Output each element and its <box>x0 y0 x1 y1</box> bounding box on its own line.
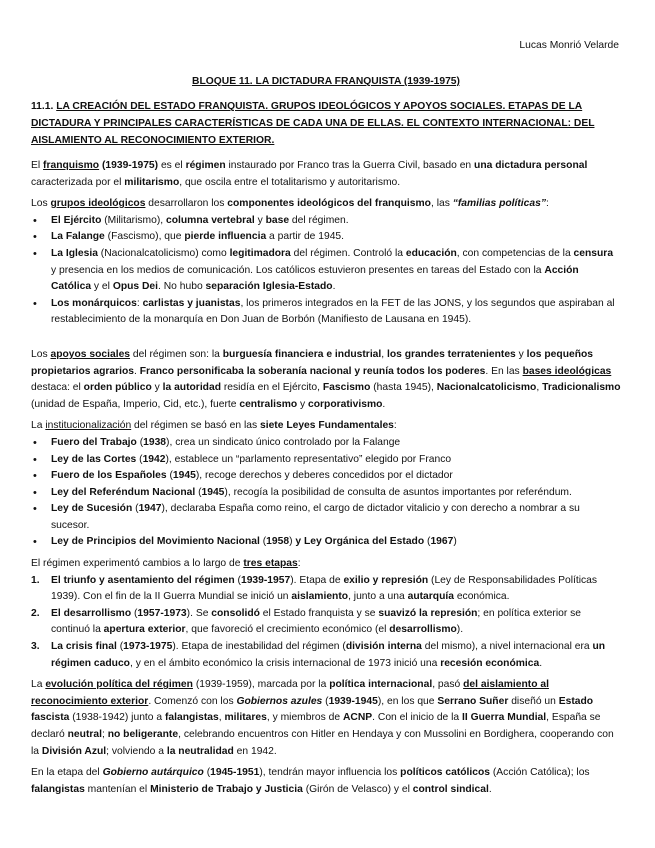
list-item: • La Iglesia (Nacionalcatolicismo) como legitimadora del régimen. Controló la educación, con competencias de la censura y presencia en los medios de comunicación. Los católicos estuvieron presentes en tareas del Estado con la Acción Católica y el Opus Dei. No hubo separación Iglesia-Estado. <box>51 246 621 296</box>
paragraph-apoyos-sociales: Los apoyos sociales del régimen son: la burguesía financiera e industrial, los grandes terratenientes y los pequeños propietarios agrarios. Franco personificaba la soberanía nacional y reunía todos los poderes. En las bases ideológicas destaca: el orden público y la autoridad residía en el Ejército, Fascismo (hasta 1945), Nacionalcatolicismo, Tradicionalismo (unidad de España, Imperio, Cid, etc.), fuerte centralismo y corporativismo. <box>31 348 621 410</box>
paragraph-etapas: El régimen experimentó cambios a lo largo de tres etapas: <box>31 558 301 570</box>
list-item: 1. El triunfo y asentamiento del régimen (1939-1957). Etapa de exilio y represión (Ley de Responsabilidades Políticas 1939). Con el fin de la II Guerra Mundial se inició un aislamiento, junto a una autarquía económica. <box>31 574 598 603</box>
list-item: • Fuero del Trabajo (1938), crea un sindicato único controlado por la Falange <box>51 435 621 452</box>
leyes-fundamentales-list <box>31 435 621 551</box>
list-item: • La Falange (Fascismo), que pierde influencia a partir de 1945. <box>51 229 621 246</box>
paragraph-franquismo: El franquismo (1939-1975) es el régimen instaurado por Franco tras la Guerra Civil, basado en una dictadura personal caracterizada por el militarismo, que oscila entre el totalitarismo y autoritarismo. <box>31 160 588 188</box>
document-title: BLOQUE 11. LA DICTADURA FRANQUISTA (1939-1975) <box>192 76 460 87</box>
list-item: • Ley de Sucesión (1947), declaraba España como reino, el cargo de dictador vitalicio y con derecho a nombrar a su sucesor. <box>51 501 621 534</box>
section-number: 11.1. <box>31 101 54 112</box>
paragraph-institucionalizacion: La institucionalización del régimen se basó en las siete Leyes Fundamentales: <box>31 420 397 432</box>
familias-politicas-list <box>31 213 621 329</box>
section-heading <box>31 98 621 149</box>
list-item: • Ley de Principios del Movimiento Nacional (1958) y Ley Orgánica del Estado (1967) <box>51 534 621 551</box>
list-item: • El Ejército (Militarismo), columna vertebral y base del régimen. <box>51 213 621 230</box>
list-item: • Los monárquicos: carlistas y juanistas, los primeros integrados en la FET de las JONS, y los segundos que aspiraban al restablecimiento de la monarquía en Don Juan de Borbón (Manifiesto de Lausana en 1945). <box>51 296 621 329</box>
list-item: • Ley de las Cortes (1942), establece un “parlamento representativo” elegido por Franco <box>51 452 621 469</box>
paragraph-evolucion-politica: La evolución política del régimen (1939-1959), marcada por la política internacional, pasó del aislamiento al reconocimiento exterior. Comenzó con los Gobiernos azules (1939-1945), en los que Serrano Suñer diseñó un Estado fascista (1938-1942) junto a falangistas, militares, y miembros de ACNP. Con el inicio de la II Guerra Mundial, España se declaró neutral; no beligerante, celebrando encuentros con Hitler en Hendaya y con Mussolini en Bordighera, cooperando con la División Azul; volviendo a la neutralidad en 1942. <box>31 679 614 757</box>
list-item: 2. El desarrollismo (1957-1973). Se consolidó el Estado franquista y se suavizó la represión; en política exterior se continuó la apertura exterior, que favoreció el crecimiento económico (el desarrollismo). <box>31 607 581 636</box>
paragraph-grupos-ideologicos: Los grupos ideológicos desarrollaron los componentes ideológicos del franquismo, las “familias políticas”: <box>31 198 549 210</box>
document-body <box>31 158 621 803</box>
list-item: 3. La crisis final (1973-1975). Etapa de inestabilidad del régimen (división interna del mismo), a nivel internacional era un régimen caduco, y en el ámbito económico la crisis internacional de 1973 inició una recesión económica. <box>31 641 606 669</box>
section-title: LA CREACIÓN DEL ESTADO FRANQUISTA. GRUPOS IDEOLÓGICOS Y APOYOS SOCIALES. ETAPAS DE LA DICTADURA Y PRINCIPALES CARACTERÍSTICAS DE CADA UNA DE ELLAS. EL CONTEXTO INTERNACIONAL: DEL AISLAMIENTO AL RECONOCIMIENTO EXTERIOR. <box>31 101 595 146</box>
list-item: • Fuero de los Españoles (1945), recoge derechos y deberes concedidos por el dictador <box>51 468 621 485</box>
paragraph-gobierno-autarquico: En la etapa del Gobierno autárquico (1945-1951), tendrán mayor influencia los políticos católicos (Acción Católica); los falangistas mantenían el Ministerio de Trabajo y Justicia (Girón de Velasco) y el control sindical. <box>31 767 590 795</box>
etapas-list <box>31 573 621 673</box>
author-name: Lucas Monrió Velarde <box>519 40 619 51</box>
list-item: • Ley del Referéndum Nacional (1945), recogía la posibilidad de consulta de asuntos importantes por referéndum. <box>51 485 621 502</box>
